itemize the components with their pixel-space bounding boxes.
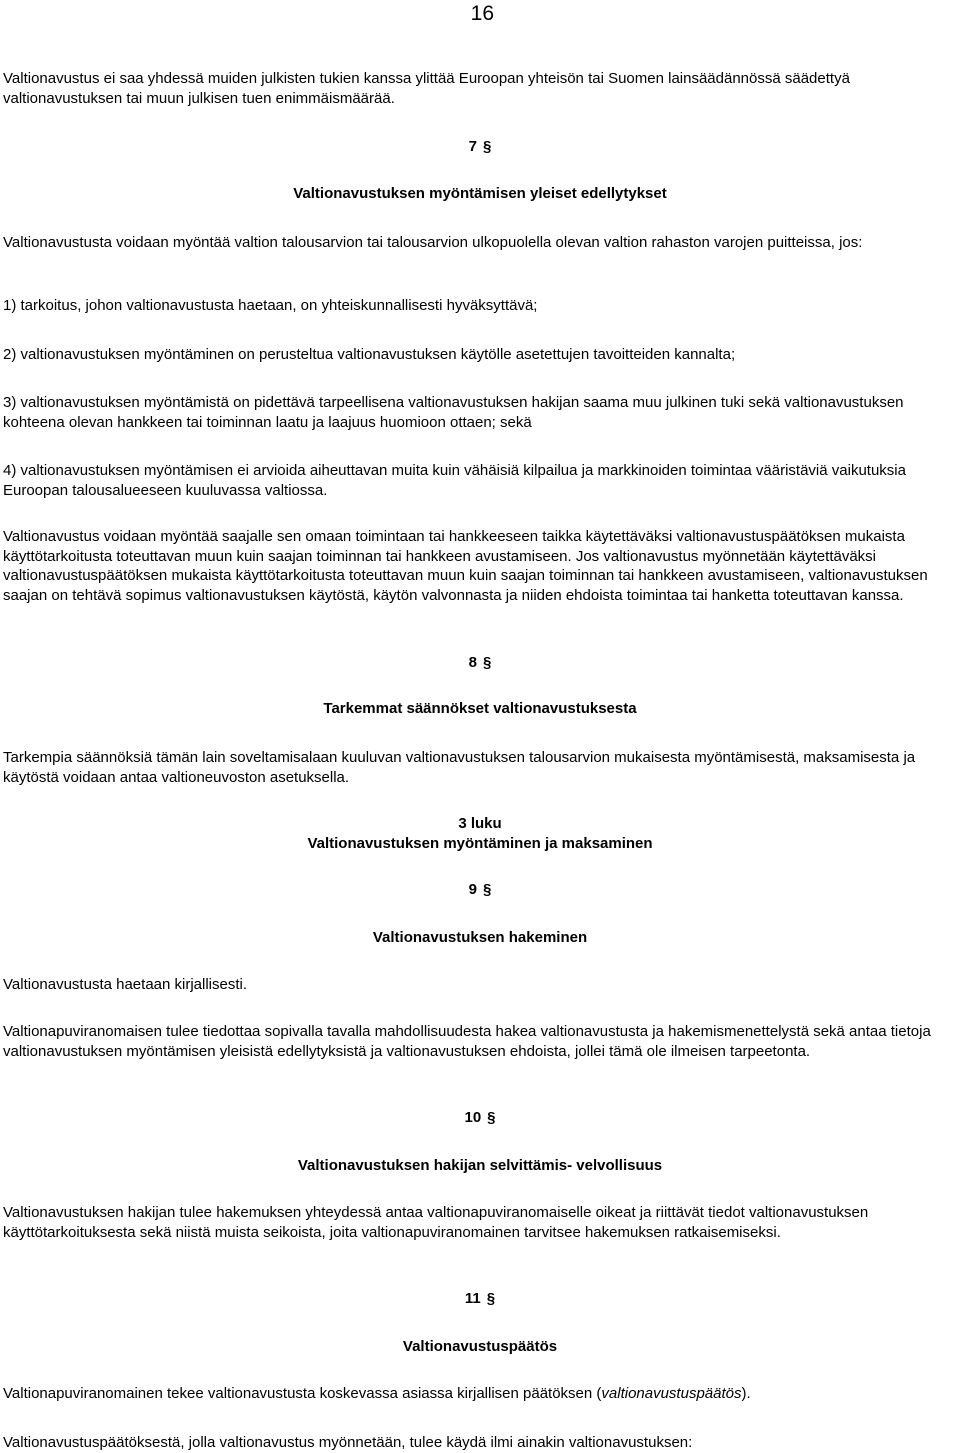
section-8-text: Tarkempia säännöksiä tämän lain soveltamisalaan kuuluvan valtionavustuksen talousarvion mukaisesta myöntämisestä, maksamisesta ja käytöstä voidaan antaa valtioneuvoston asetuksella. bbox=[3, 749, 916, 786]
section-symbol: § bbox=[486, 1290, 496, 1307]
section-11-text-2: Valtionavustuspäätöksestä, jolla valtionavustus myönnetään, tulee käydä ilmi ainakin valtionavustuksen: bbox=[3, 1434, 693, 1451]
list-item: 3) valtionavustuksen myöntämistä on pidettävä tarpeellisena valtionavustuksen hakijan saama muu julkinen tuki sekä valtionavustuksen kohteena olevan hankkeen tai toiminnan laatu ja laajuus huomioon ottaen; sekä bbox=[3, 394, 904, 431]
section-symbol: § bbox=[483, 138, 492, 155]
list-item: 1) tarkoitus, johon valtionavustusta haetaan, on yhteiskunnallisesti hyväksyttävä; bbox=[3, 297, 538, 314]
section-7-heading bbox=[0, 137, 960, 157]
chapter-title: Valtionavustuksen myöntäminen ja maksaminen bbox=[307, 835, 653, 852]
section-11-text-before: Valtionapuviranomainen tekee valtionavustusta koskevassa asiassa kirjallisen päätöksen ( bbox=[3, 1385, 602, 1402]
section-7-title: Valtionavustuksen myöntämisen yleiset edellytykset bbox=[293, 185, 667, 202]
section-10-text: Valtionavustuksen hakijan tulee hakemuksen yhteydessä antaa valtionapuviranomaiselle oikeat ja riittävät tiedot valtionavustuksen käyttötarkoituksesta sekä niistä muista seikoista, joita valtionapuviranomainen tarvitsee hakemuksen ratkaisemiseksi. bbox=[3, 1204, 869, 1241]
section-10-title: Valtionavustuksen hakijan selvittämis- velvollisuus bbox=[297, 1157, 663, 1174]
section-symbol: § bbox=[487, 1109, 496, 1126]
section-7-closing: Valtionavustus voidaan myöntää saajalle sen omaan toimintaan tai hankkeeseen taikka käytettäväksi valtionavustuspäätöksen mukaista käyttötarkoitusta toteuttavan muun kuin saajan toiminnan tai hankkeen avustamiseen. Jos valtionavustus myönnetään käytettäväksi valtionavustuspäätöksen mukaista käyttötarkoitusta toteuttavan muun kuin saajan toiminnan tai hankkeen avustamiseen, valtionavustuksen saajan on tehtävä sopimus valtionavustuksen käytöstä, käytön valvonnasta ja niiden ehdoista toimintaa tai hanketta toteuttavan kanssa. bbox=[3, 528, 928, 604]
section-10-heading bbox=[0, 1108, 960, 1128]
page-number: 16 bbox=[470, 2, 494, 25]
intro-paragraph: Valtionavustus ei saa yhdessä muiden julkisten tukien kanssa ylittää Euroopan yhteisön tai Suomen lainsäädännössä säädettyä valtionavustuksen tai muun julkisen tuen enimmäismäärää. bbox=[3, 70, 850, 107]
section-9-title: Valtionavustuksen hakeminen bbox=[372, 929, 588, 946]
section-8-title: Tarkemmat säännökset valtionavustuksesta bbox=[323, 700, 637, 717]
section-number: 10 bbox=[464, 1109, 482, 1126]
section-number: 8 bbox=[468, 654, 477, 671]
list-item: 4) valtionavustuksen myöntämisen ei arvioida aiheuttavan muita kuin vähäisiä kilpailua ja markkinoiden toimintaa vääristäviä vaikutuksia Euroopan talousalueeseen kuuluvassa valtiossa. bbox=[3, 462, 906, 499]
section-8-heading bbox=[0, 653, 960, 673]
chapter-label: 3 luku bbox=[458, 815, 502, 832]
section-9-text-1: Valtionavustusta haetaan kirjallisesti. bbox=[3, 976, 248, 993]
section-symbol: § bbox=[483, 654, 492, 671]
section-number: 9 bbox=[468, 881, 477, 898]
section-11-title: Valtionavustuspäätös bbox=[402, 1338, 558, 1355]
section-number: 7 bbox=[468, 138, 477, 155]
section-11-text bbox=[3, 1384, 955, 1404]
section-11-heading bbox=[0, 1289, 960, 1309]
section-11-text-after: ). bbox=[741, 1385, 751, 1402]
list-item: 2) valtionavustuksen myöntäminen on perusteltua valtionavustuksen käytölle asetettujen tavoitteiden kannalta; bbox=[3, 346, 736, 363]
section-9-heading bbox=[0, 880, 960, 900]
section-7-lead: Valtionavustusta voidaan myöntää valtion talousarvion tai talousarvion ulkopuolella olevan valtion rahaston varojen puitteissa, jos: bbox=[3, 234, 863, 251]
section-number: 11 bbox=[464, 1290, 481, 1307]
section-9-text-2: Valtionapuviranomaisen tulee tiedottaa sopivalla tavalla mahdollisuudesta hakea valtionavustusta ja hakemismenettelystä sekä antaa tietoja valtionavustuksen myöntämisen yleisistä edellytyksistä ja valtionavustuksen ehdoista, jollei tämä ole ilmeisen tarpeetonta. bbox=[3, 1023, 931, 1060]
section-11-term: valtionavustuspäätös bbox=[601, 1385, 742, 1402]
section-symbol: § bbox=[483, 881, 492, 898]
